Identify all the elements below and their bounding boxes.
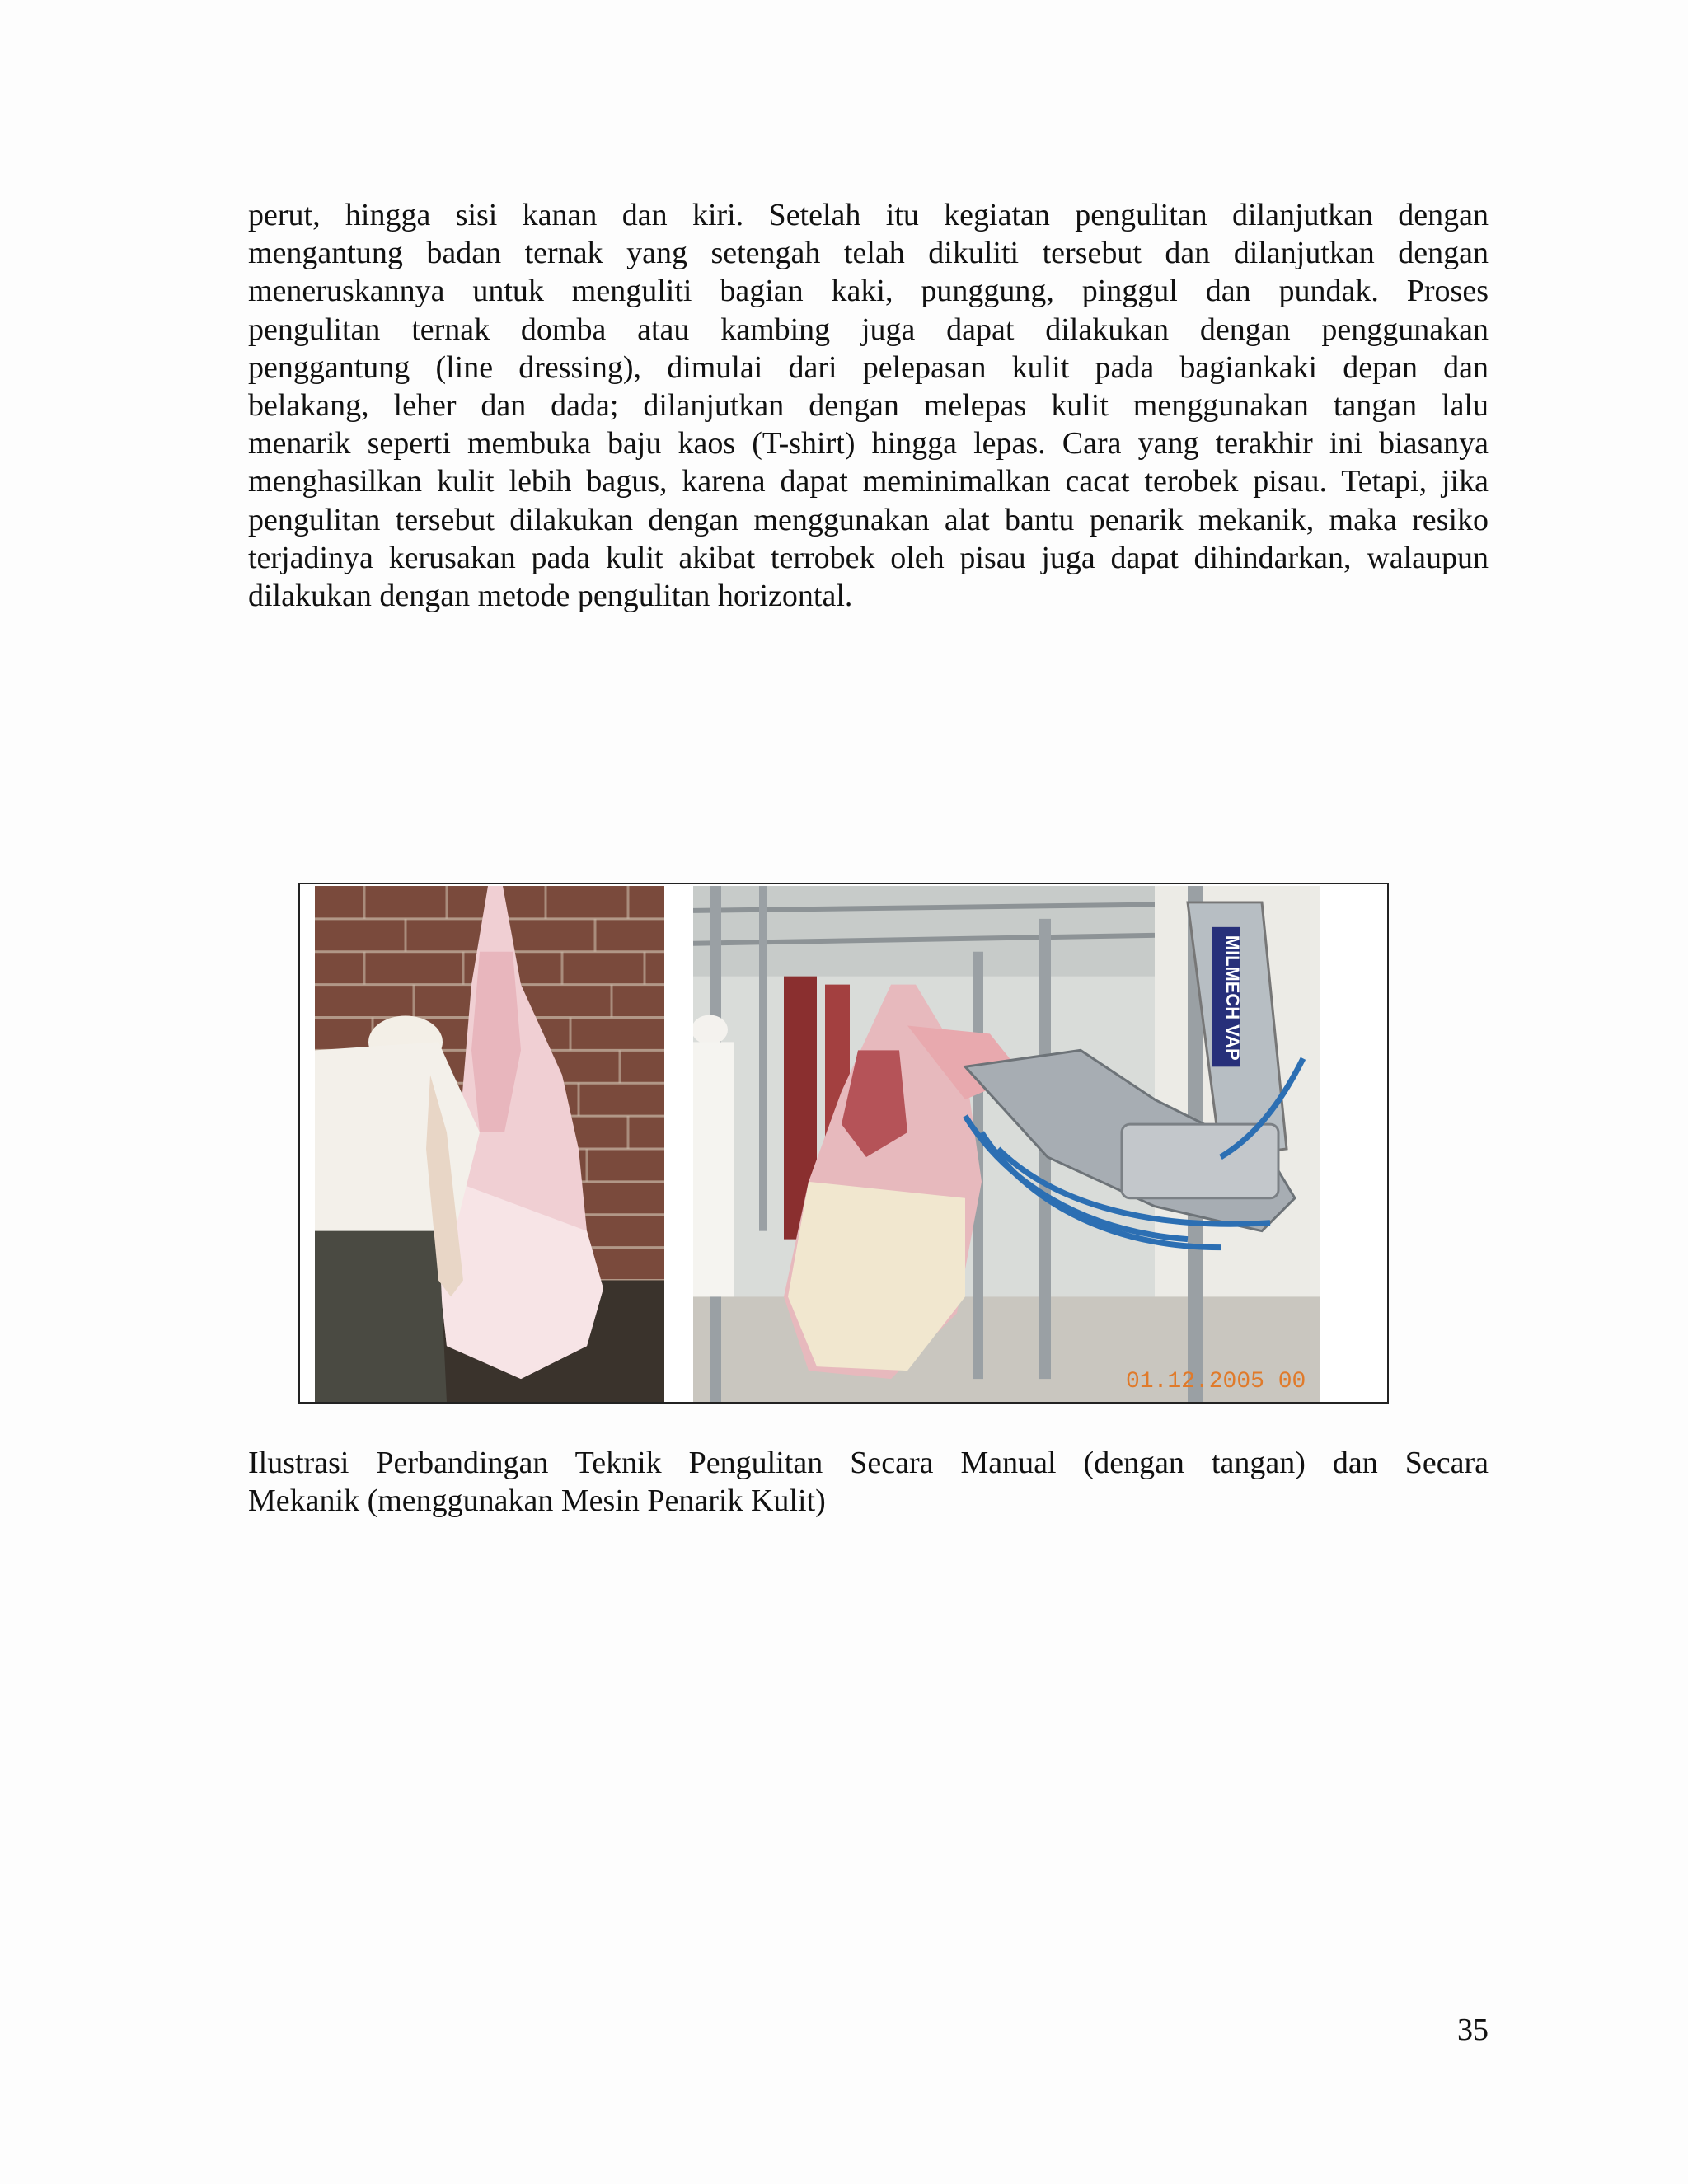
body-line: penggantung (line dressing), dimulai dari pelepasan kulit pada bagiankaki depan dan — [248, 349, 1489, 385]
photo-timestamp: 01.12.2005 00 — [1126, 1369, 1306, 1395]
body-paragraph — [248, 196, 1489, 615]
body-line: meneruskannya untuk menguliti bagian kaki, punggung, pinggul dan pundak. Proses — [248, 274, 1489, 309]
body-line: menghasilkan kulit lebih bagus, karena dapat meminimalkan cacat terobek pisau. Tetapi, jika — [248, 464, 1489, 499]
figure-caption — [248, 1444, 1489, 1520]
body-line: mengantung badan ternak yang setengah telah dikuliti tersebut dan dilanjutkan dengan — [248, 236, 1489, 271]
body-line: belakang, leher dan dada; dilanjutkan dengan melepas kulit menggunakan tangan lalu — [248, 388, 1489, 424]
page-number: 35 — [1457, 2013, 1489, 2047]
caption-line: Mekanik (menggunakan Mesin Penarik Kulit) — [248, 1483, 826, 1518]
body-line: pengulitan tersebut dilakukan dengan menggunakan alat bantu penarik mekanik, maka resiko — [248, 502, 1489, 537]
figure-frame — [298, 883, 1389, 1404]
manual-skinning-photo — [315, 886, 664, 1402]
body-line: pengulitan ternak domba atau kambing juga dapat dilakukan dengan penggunakan — [248, 312, 1489, 347]
mechanical-skinning-photo — [693, 886, 1320, 1402]
body-line: menarik seperti membuka baju kaos (T-shirt) hingga lepas. Cara yang terakhir ini biasanya — [248, 426, 1489, 462]
body-line: terjadinya kerusakan pada kulit akibat terrobek oleh pisau juga dapat dihindarkan, walaupun — [248, 540, 1489, 575]
body-line: dilakukan dengan metode pengulitan horizontal. — [248, 579, 853, 614]
machine-label-text: MILMECH VAP — [1221, 935, 1244, 1061]
caption-line: Ilustrasi Perbandingan Teknik Pengulitan Secara Manual (dengan tangan) dan Secara — [248, 1446, 1489, 1480]
body-line: perut, hingga sisi kanan dan kiri. Setelah itu kegiatan pengulitan dilanjutkan dengan — [248, 198, 1489, 232]
